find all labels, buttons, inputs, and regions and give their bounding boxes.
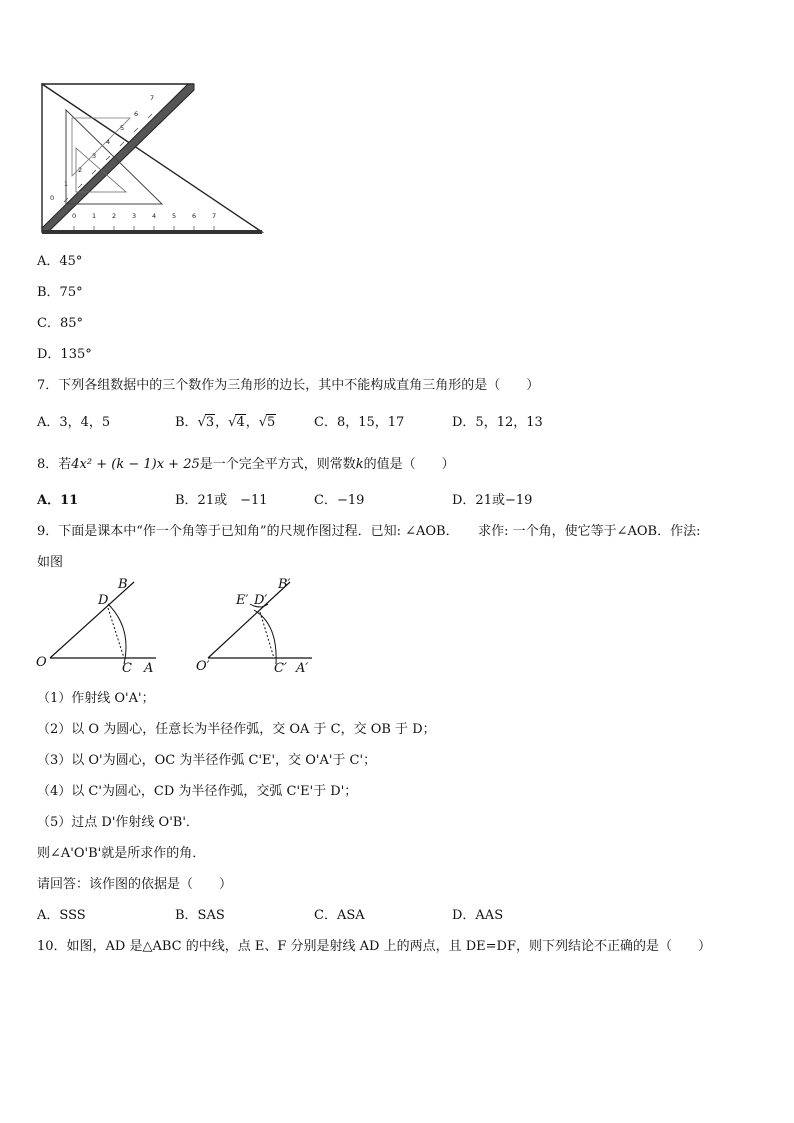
- q9-conclusion: 则∠A'O'B'就是所求作的角．: [37, 846, 206, 861]
- q9-stem-line1: 9．下面是课本中“作一个角等于已知角”的尺规作图过程．已知: ∠AOB． 求作: 一个角，使它等于∠AOB．作法:: [37, 524, 701, 539]
- q8-expression: 4x² + (k − 1)x + 25: [71, 457, 200, 472]
- segment-c-prime-d-prime: [260, 612, 274, 658]
- q9-option-b[interactable]: B．SAS: [175, 908, 225, 923]
- q8-option-c[interactable]: C．−19: [314, 493, 365, 508]
- q6-option-b[interactable]: B．75°: [37, 285, 83, 300]
- q9-step-5: （5）过点 D'作射线 O'B'．: [37, 815, 199, 830]
- q8-end: 的值是（ ）: [363, 457, 455, 472]
- q6-option-c[interactable]: C．85°: [37, 316, 83, 331]
- label-c-prime: C′: [274, 661, 287, 674]
- q9-step-4: （4）以 C'为圆心，CD 为半径作弧，交弧 C'E'于 D'；: [37, 784, 358, 799]
- q7-option-c[interactable]: C．8，15，17: [314, 415, 405, 430]
- segment-cd: [108, 608, 124, 658]
- label-d-prime: D′: [254, 593, 268, 608]
- q8-option-b[interactable]: B．21或 −11: [175, 493, 268, 508]
- label-c: C: [122, 661, 132, 674]
- v-tick-5: 5: [120, 124, 125, 132]
- q7-option-b[interactable]: B．√3，√4，√5: [175, 415, 276, 430]
- q7-option-d[interactable]: D．5，12，13: [452, 415, 543, 430]
- q8-option-a[interactable]: A．11: [37, 493, 79, 508]
- ray-o-prime-b-prime: [208, 582, 290, 658]
- angle-figure-original: [36, 574, 166, 674]
- label-e-prime: E′: [236, 593, 249, 608]
- sqrt-4: 4: [236, 415, 245, 430]
- q9-option-c[interactable]: C．ASA: [314, 908, 365, 923]
- label-d: D: [98, 593, 109, 608]
- q8-mid: 是一个完全平方式，则常数: [199, 457, 356, 472]
- label-b: B: [118, 577, 128, 592]
- angle-figure-constructed: [194, 574, 324, 674]
- q9-step-2: （2）以 O 为圆心，任意长为半径作弧，交 OA 于 C，交 OB 于 D；: [37, 722, 436, 737]
- label-a: A: [144, 661, 154, 674]
- h-tick-2: 2: [112, 212, 117, 220]
- h-tick-5: 5: [172, 212, 177, 220]
- q8-option-d[interactable]: D．21或−19: [452, 493, 533, 508]
- v-tick-0: 0: [50, 194, 55, 202]
- arc-c-prime-e-prime: [254, 610, 276, 664]
- set-square-figure: [36, 80, 268, 238]
- q8-stem: [37, 453, 455, 472]
- q7-option-b-prefix: B．: [175, 415, 198, 430]
- q8-k: k: [355, 457, 364, 472]
- q9-step-1: （1）作射线 O'A'；: [37, 691, 155, 706]
- q9-step-3: （3）以 O'为圆心，OC 为半径作弧 C'E'，交 O'A'于 C'；: [37, 753, 377, 768]
- sqrt-5: 5: [267, 415, 276, 430]
- large-set-square: [42, 84, 262, 232]
- ray-ob: [50, 582, 134, 658]
- v-tick-4: 4: [106, 138, 111, 146]
- h-tick-4: 4: [152, 212, 157, 220]
- h-tick-7: 7: [212, 212, 217, 220]
- q9-option-a[interactable]: A．SSS: [37, 908, 86, 923]
- q7-option-a[interactable]: A．3，4，5: [37, 415, 111, 430]
- q8-prefix: 8．若: [37, 457, 72, 472]
- v-tick-3: 3: [92, 152, 97, 160]
- v-tick-6: 6: [134, 110, 139, 118]
- q6-option-a[interactable]: A．45°: [37, 254, 83, 269]
- q9-stem-line2: 如图: [37, 555, 64, 570]
- q6-option-d[interactable]: D．135°: [37, 347, 92, 362]
- q10-stem: 10．如图，AD 是△ABC 的中线，点 E、F 分别是射线 AD 上的两点，且 DE=DF，则下列结论不正确的是（ ）: [37, 939, 711, 954]
- v-tick-7: 7: [150, 94, 155, 102]
- q9-question: 请回答：该作图的依据是（ ）: [37, 877, 233, 892]
- label-o: O: [36, 655, 47, 670]
- sqrt-3: 3: [205, 415, 215, 430]
- h-tick-6: 6: [192, 212, 197, 220]
- v-tick-2: 2: [78, 166, 83, 174]
- ruler: [42, 84, 197, 232]
- label-b-prime: B′: [278, 577, 291, 592]
- q7-stem: 7．下列各组数据中的三个数作为三角形的边长，其中不能构成直角三角形的是（ ）: [37, 378, 540, 393]
- label-o-prime: O′: [196, 659, 210, 674]
- h-tick-0: 0: [72, 212, 77, 220]
- v-tick-1: 1: [64, 180, 69, 188]
- h-tick-1: 1: [92, 212, 97, 220]
- q9-option-d[interactable]: D．AAS: [452, 908, 504, 923]
- h-tick-3: 3: [132, 212, 137, 220]
- label-a-prime: A′: [296, 661, 309, 674]
